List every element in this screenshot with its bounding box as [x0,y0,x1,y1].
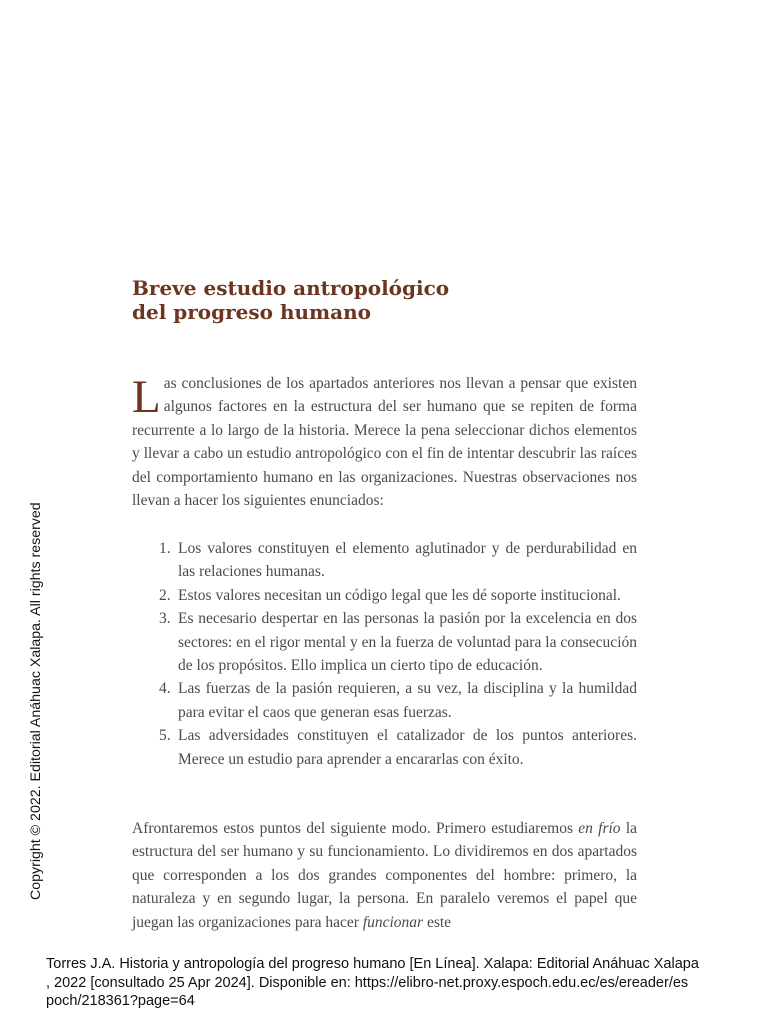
section-heading [132,276,652,324]
closing-text-3: este [423,913,452,931]
list-item-text: Las fuerzas de la pasión requieren, a su vez, la disciplina y la humildad para evitar el caos que generan esas fuerzas. [178,680,637,721]
closing-emphasis-1: en frío [578,820,621,837]
citation-line-1: Torres J.A. Historia y antropología del progreso humano [En Línea]. Xalapa: Editorial Anáhuac Xalapa [46,956,699,972]
list-item-number: 2. [159,586,171,604]
enunciados-list [155,537,637,771]
citation-footer [46,955,761,1011]
list-item-number: 3. [159,610,171,628]
intro-text: as conclusiones de los apartados anteriores nos llevan a pensar que existen algunos factores en la estructura del ser humano que se repiten de forma recurrente a lo largo de la historia. Merece la pena seleccionar dichos elementos y llevar a cabo un estudio antropológico con el fin de intentar descubrir las raíces del comportamiento humano en las organizaciones. Nuestras observaciones nos llevan a hacer los siguientes enunciados: [132,375,637,510]
citation-line-3: poch/218361?page=64 [46,993,195,1009]
intro-paragraph [132,372,637,512]
closing-emphasis-2: funcionar [362,913,424,931]
list-item [155,607,637,677]
list-item-text: Las adversidades constituyen el catalizador de los puntos anteriores. Merece un estudio para aprender a encararlas con éxito. [178,727,637,768]
section-heading-line-1: Breve estudio antropológico [132,276,450,300]
list-item [155,584,637,607]
section-heading-line-2: del progreso humano [132,300,372,324]
list-item-text: Estos valores necesitan un código legal que les dé soporte institucional. [178,586,621,604]
list-item [155,677,637,724]
list-item-text: Los valores constituyen el elemento aglutinador y de perdurabilidad en las relaciones humanas. [178,540,637,581]
copyright-notice: Copyright © 2022. Editorial Anáhuac Xalapa. All rights reserved [28,502,44,900]
list-item-number: 5. [159,727,171,745]
closing-text-1: Afrontaremos estos puntos del siguiente modo. Primero estudiaremos [132,820,579,837]
list-item-number: 1. [159,540,171,557]
drop-cap: L [132,371,161,423]
closing-paragraph [132,817,637,934]
closing-text-2: la estructura del ser humano y su funcionamiento. Lo dividiremos en dos apartados que corresponden a los dos grandes componentes del hombre: primero, la naturaleza y en segundo lugar, la persona. En paralelo veremos el papel que juegan las organizaciones para hacer [132,820,638,931]
list-item-text: Es necesario despertar en las personas la pasión por la excelencia en dos sectores: en el rigor mental y en la fuerza de voluntad para la consecución de los propósitos. Ello implica un cierto tipo de educación. [178,610,637,675]
citation-line-2: , 2022 [consultado 25 Apr 2024]. Disponible en: https://elibro-net.proxy.espoch.edu.ec/es/ereader/es [46,974,689,991]
list-item [155,537,637,584]
list-item-number: 4. [159,680,171,698]
list-item [155,724,637,771]
